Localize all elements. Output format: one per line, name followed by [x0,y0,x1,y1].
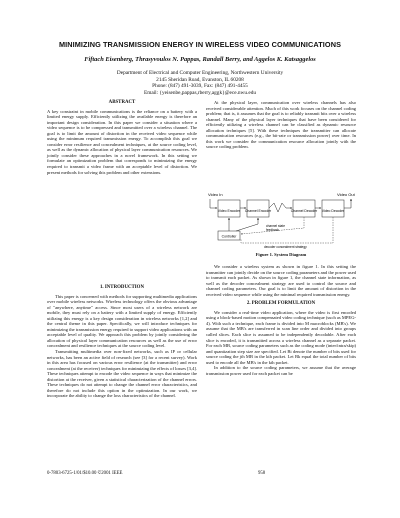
video-in-label: Video In [208,192,223,197]
right-column-bottom [206,264,356,376]
affiliation-phone: Phone: (847) 491-3039, Fax: (847) 491-4455 [152,83,248,89]
paper-title: MINIMIZING TRANSMISSION ENERGY IN WIRELESS VIDEO COMMUNICATIONS [58,40,342,49]
channel-decoder-label: Channel Decoder [290,209,318,213]
right-column-top [206,100,356,150]
problem-formulation-heading: 2. PROBLEM FORMULATION [246,301,316,307]
controller-label: Controller [221,234,237,239]
channel-encoder-label: Channel Encoder [244,209,272,213]
affiliation-address: 2145 Sheridan Road, Evanston, IL 60208 [156,76,244,83]
video-decoder-label: Video Decoder [321,209,345,213]
problem-formulation-paragraph-2: In addition to the source coding parameters, we assume that the average transmission power used for each packet can be [206,365,356,376]
channel-state-label: channel state [266,224,285,228]
introduction-paragraph-1: This paper is concerned with methods for supporting multimedia applications over mobile wireless networks. Wireless technology offers the obvious advantage of "anywhere, anytime" access. Since most users of a wireless network are mobile, they must rely on a battery with a limited supply of energy. Efficiently utilizing this energy is a key design consideration in wireless networks [1,2] and the central theme in this paper. Specifically, we will introduce techniques for minimizing the transmission energy required to support video applications with an acceptable level of quality. We approach this problem by jointly considering the allocation of physical layer communication resources as well as the use of error concealment and resilience techniques at the source coding level. [47,293,197,349]
introduction-paragraph-2: Transmitting multimedia over non-fixed networks, such as IP or cellular networks, has been an active field of research (see [3] for a recent survey). Work in this area has focused on various error resilience (at the transmitter) and error concealment (at the receiver) techniques for minimizing the effects of losses [3,4]. These techniques attempt to encode the video sequence in ways that minimize the distortion at the receiver, given a statistical characterization of the channel errors. These techniques do not attempt to change the channel error characteristics, and therefore do not include this option in the optimization. In our work, we incorporate the ability to change the loss characteristics of the channel. [47,349,197,399]
affiliation-email: Email: {yeisenbe,pappas,rberry,aggk}@ece.nwu.edu [144,89,256,96]
abstract-text: A key constraint in mobile communications is the reliance on a battery with a limited energy supply. Efficiently utilizing the available energy is therefore an important design consideration. In this paper we consider a situation where a video sequence is to be compressed and transmitted over a wireless channel. The goal is to limit the amount of distortion in the received video sequence while using the minimum required transmission energy. To accomplish this goal we consider error resilience and concealment techniques, at the source coding level, as well as the dynamic allocation of physical layer communication resources. We jointly consider these approaches in a novel framework. In this setting we formulate an optimization problem that corresponds to minimizing the energy required to transmit a video frame with an acceptable level of distortion. We present methods for solving this problem and other extensions. [47,108,197,175]
author-list: Fiftach Eisenberg, Thrasyvoulos N. Pappas, Randall Berry, and Aggelos K. Katsaggelos [84,56,316,63]
introduction-heading: 1. INTRODUCTION [99,285,145,290]
copyright-footer: 0-7803-6725-1/01/$10.00 ©2001 IEEE [47,471,123,476]
video-out-label: Video Out [337,192,355,197]
introduction-section [47,285,197,399]
physical-layer-paragraph: At the physical layer, communication over wireless channels has also received considerable attention. Much of this work focuses on the channel coding problem; that is, it assumes that the goal is to reliably transmit bits over a wireless channel. Many of the physical layer techniques that have been considered for efficiently utilizing a wireless channel can be classified as dynamic resource allocation techniques [5]. With these techniques the transmitter can allocate communication resources (e.g., the bit-rate or transmission power) over time. In this work we consider the communication resource allocation jointly with the source coding problem. [206,100,356,150]
decoder-strategy-label: decoder concealment strategy [264,245,307,249]
decoder-strategy-line [241,217,333,243]
abstract-heading: ABSTRACT [108,100,136,105]
figure-caption: Figure 1. System Diagram [255,252,307,257]
feedback-label: feedback [266,228,279,232]
system-diagram [206,188,356,250]
wireless-channel [269,203,292,212]
affiliation-block [0,70,400,96]
problem-formulation-paragraph-1: We consider a real-time video application, where the video is first encoded using a block-based motion compensated video coding technique (such as MPEG-4). With such a technique, each frame is divided into M macroblocks (MB's). We assume that the MB's are transferred in scan line order and divided into groups called slices. Each slice is assumed to be independently decodable. After each slice is encoded, it is transmitted across a wireless channel as a separate packet. For each MB, source coding parameters such as the coding mode (inter/intra/skip) and quantization step size are specified. Let Bi denote the number of bits used for source coding the jth MB in the kth packet. Let Bk equal the total number of bits used to encode all the MB's in the kth packet. [206,309,356,365]
controller-to-channel-encoder [236,218,258,231]
system-paragraph: We consider a wireless system as shown in figure 1. In this setting the transmitter can jointly decide on the source coding parameters and the power used to transmit each packet. As shown in figure 1, the channel state information, as well as the decoder concealment strategy are used to control the source and channel coding parameters. Our goal is to limit the amount of distortion in the received video sequence while using the minimal required transmission energy. [206,264,356,297]
affiliation-department: Department of Electrical and Computer Engineering, Northwestern University [116,70,284,76]
page-number: 958 [258,471,266,476]
abstract-section [47,100,197,175]
video-encoder-label: Video Encoder [217,209,241,213]
